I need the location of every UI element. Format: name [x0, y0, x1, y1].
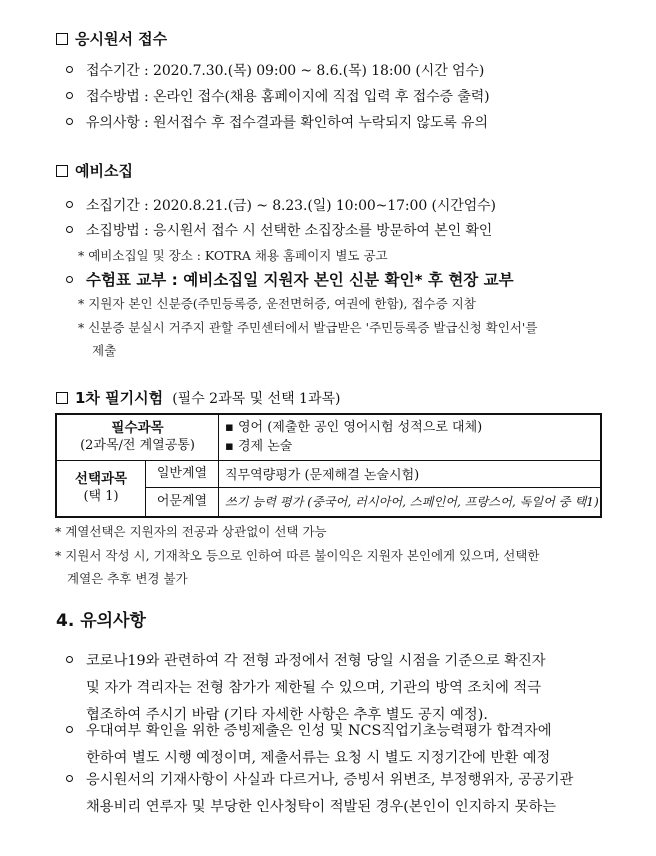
checkbox-square-icon	[56, 33, 68, 45]
circle-bullet-icon	[66, 726, 73, 733]
section-title-written: 1차 필기시험 (필수 2과목 및 선택 1과목)	[56, 387, 340, 408]
paragraph: 코로나19와 관련하여 각 전형 과정에서 전형 당일 시점을 기준으로 확진자 및 자가 격리자는 전형 참가가 제한될 수 있으며, 기관의 방역 조치에 적극 협조하여 주시기 바람 (기타 자세한 사항은 추후 별도 공지 예정).	[66, 648, 546, 729]
checkbox-square-icon	[56, 392, 68, 404]
circle-bullet-icon	[66, 92, 73, 99]
subject-cell: 쓰기 능력 평가 (중국어, 러시아어, 스페인어, 프랑스어, 독일어 중 택1)	[219, 487, 602, 517]
circle-bullet-icon	[66, 66, 73, 73]
note: * 지원서 작성 시, 기재착오 등으로 인하여 따른 불이익은 지원자 본인에게 있으며, 선택한	[55, 548, 540, 563]
section-heading-cautions: 4. 유의사항	[56, 611, 146, 631]
note: 계열은 추후 변경 불가	[67, 571, 188, 586]
required-subject-header: 필수과목 (2과목/전 계열공통)	[56, 414, 219, 460]
circle-bullet-icon	[66, 201, 73, 208]
note: * 계열선택은 지원자의 전공과 상관없이 선택 가능	[55, 524, 327, 539]
subject-cell: 직무역량평가 (문제해결 논술시험)	[219, 460, 602, 487]
section-title-preliminary: 예비소집	[56, 160, 133, 181]
note: 제출	[92, 343, 117, 358]
list-item: 소집기간 : 2020.8.21.(금) ~ 8.23.(일) 10:00~17:00 (시간엄수)	[66, 195, 496, 215]
note: * 예비소집일 및 장소 : KOTRA 채용 홈페이지 별도 공고	[78, 248, 388, 263]
circle-bullet-icon	[66, 775, 73, 782]
circle-bullet-icon	[66, 226, 73, 233]
track-cell: 어문계열	[146, 487, 219, 517]
circle-bullet-icon	[66, 276, 73, 283]
circle-bullet-icon	[66, 118, 73, 125]
list-item: 접수기간 : 2020.7.30.(목) 09:00 ~ 8.6.(목) 18:00 (시간 엄수)	[66, 60, 484, 80]
circle-bullet-icon	[66, 656, 73, 663]
elective-subject-header: 선택과목 (택 1)	[56, 460, 146, 517]
list-item: 접수방법 : 온라인 접수(채용 홈페이지에 직접 입력 후 접수증 출력)	[66, 86, 490, 106]
track-cell: 일반계열	[146, 460, 219, 487]
list-item: 소집방법 : 응시원서 접수 시 선택한 소집장소를 방문하여 본인 확인	[66, 220, 492, 240]
section-title-application: 응시원서 접수	[56, 28, 167, 49]
note: * 신분증 분실시 거주지 관할 주민센터에서 발급받은 '주민등록증 발급신청 확인서'를	[78, 320, 538, 335]
paragraph: 우대여부 확인을 위한 증빙제출은 인성 및 NCS직업기초능력평가 합격자에 한하여 별도 시행 예정이며, 제출서류는 요청 시 별도 지정기간에 반환 예정	[66, 718, 552, 772]
required-subjects-cell: ▪ 영어 (제출한 공인 영어시험 성적으로 대체) ▪ 경제 논술	[219, 414, 602, 460]
list-item: 유의사항 : 원서접수 후 접수결과를 확인하여 누락되지 않도록 유의	[66, 112, 488, 132]
note: * 지원자 본인 신분증(주민등록증, 운전면허증, 여권에 한함), 접수증 지참	[78, 296, 476, 311]
exam-table	[55, 413, 602, 518]
paragraph: 응시원서의 기재사항이 사실과 다르거나, 증빙서 위변조, 부정행위자, 공공기관 채용비리 연루자 및 부당한 인사청탁이 적발된 경우(본인이 인지하지 못하는	[66, 767, 573, 821]
checkbox-square-icon	[56, 165, 68, 177]
list-item-bold: 수험표 교부 : 예비소집일 지원자 본인 신분 확인* 후 현장 교부	[66, 268, 514, 290]
